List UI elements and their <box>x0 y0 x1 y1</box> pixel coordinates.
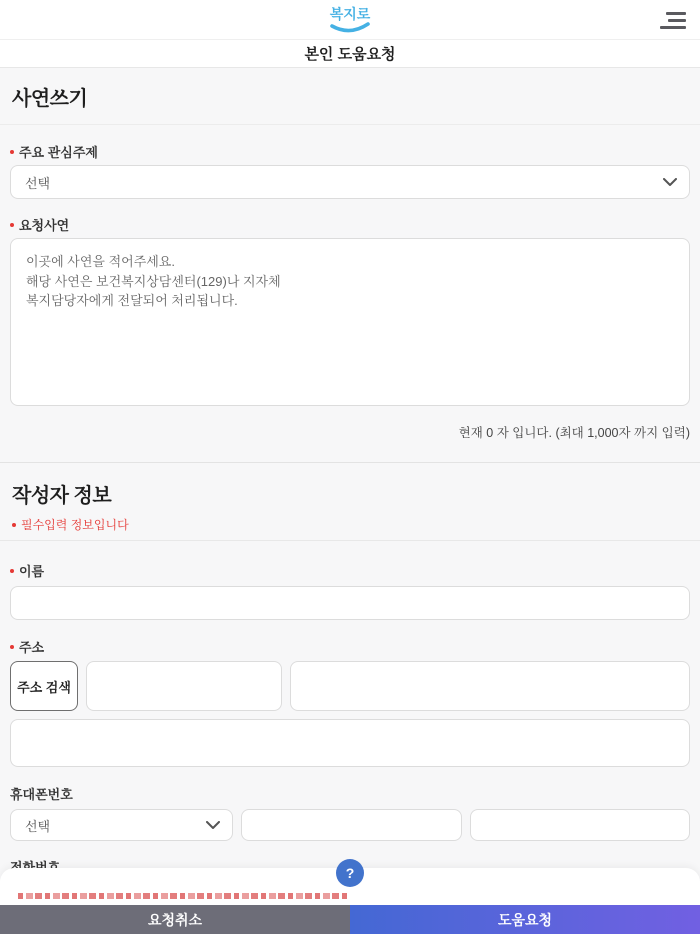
char-counter: 현재 0 자 입니다. (최대 1,000자 까지 입력) <box>458 426 690 440</box>
mobile-last-input[interactable] <box>470 809 691 841</box>
cancel-request-button[interactable]: 요청취소 <box>0 905 350 934</box>
name-label: 이름 <box>10 561 690 580</box>
required-marker <box>10 569 14 573</box>
address-search-button[interactable]: 주소 검색 <box>10 661 78 711</box>
address-row <box>10 661 690 711</box>
bokjiro-logo-icon <box>322 2 378 38</box>
topic-select-value: 선택 <box>25 175 51 191</box>
menu-hamburger-icon[interactable] <box>658 9 686 31</box>
logo-text: 복지로 <box>329 6 371 22</box>
mobile-row <box>10 809 690 841</box>
required-marker <box>12 523 16 527</box>
writer-divider <box>0 540 700 541</box>
section-divider <box>0 462 700 463</box>
required-marker <box>10 150 14 154</box>
required-marker <box>10 223 14 227</box>
story-form <box>0 142 700 441</box>
topic-select[interactable] <box>10 165 690 199</box>
chevron-down-icon <box>663 178 677 186</box>
help-button[interactable]: ? <box>336 859 364 887</box>
story-section-header <box>0 68 700 125</box>
bokjiro-logo[interactable] <box>322 2 378 38</box>
footer-action-bar <box>0 905 700 934</box>
clipped-red-notice-text <box>18 893 348 899</box>
chevron-down-icon <box>206 821 220 829</box>
submit-help-request-button[interactable]: 도움요청 <box>350 905 700 934</box>
name-input[interactable] <box>10 586 690 620</box>
request-textarea[interactable] <box>10 238 690 406</box>
required-note: 필수입력 정보입니다 <box>0 516 700 533</box>
story-section-title: 사연쓰기 <box>12 87 88 110</box>
required-marker <box>10 645 14 649</box>
writer-section-header <box>0 479 700 508</box>
mobile-middle-input[interactable] <box>241 809 462 841</box>
app-header <box>0 0 700 40</box>
page-title: 본인 도움요청 <box>0 40 700 68</box>
address-label: 주소 <box>10 637 690 656</box>
mobile-label: 휴대폰번호 <box>10 787 73 802</box>
mobile-prefix-select[interactable] <box>10 809 233 841</box>
address-base-input[interactable] <box>290 661 690 711</box>
writer-section-title: 작성자 정보 <box>12 485 112 507</box>
logo-smile-curve <box>332 24 368 31</box>
address-detail-input[interactable] <box>10 719 690 767</box>
topic-label: 주요 관심주제 <box>10 142 690 161</box>
zipcode-input[interactable] <box>86 661 282 711</box>
request-label: 요청사연 <box>10 215 690 234</box>
mobile-prefix-value: 선택 <box>25 818 51 834</box>
